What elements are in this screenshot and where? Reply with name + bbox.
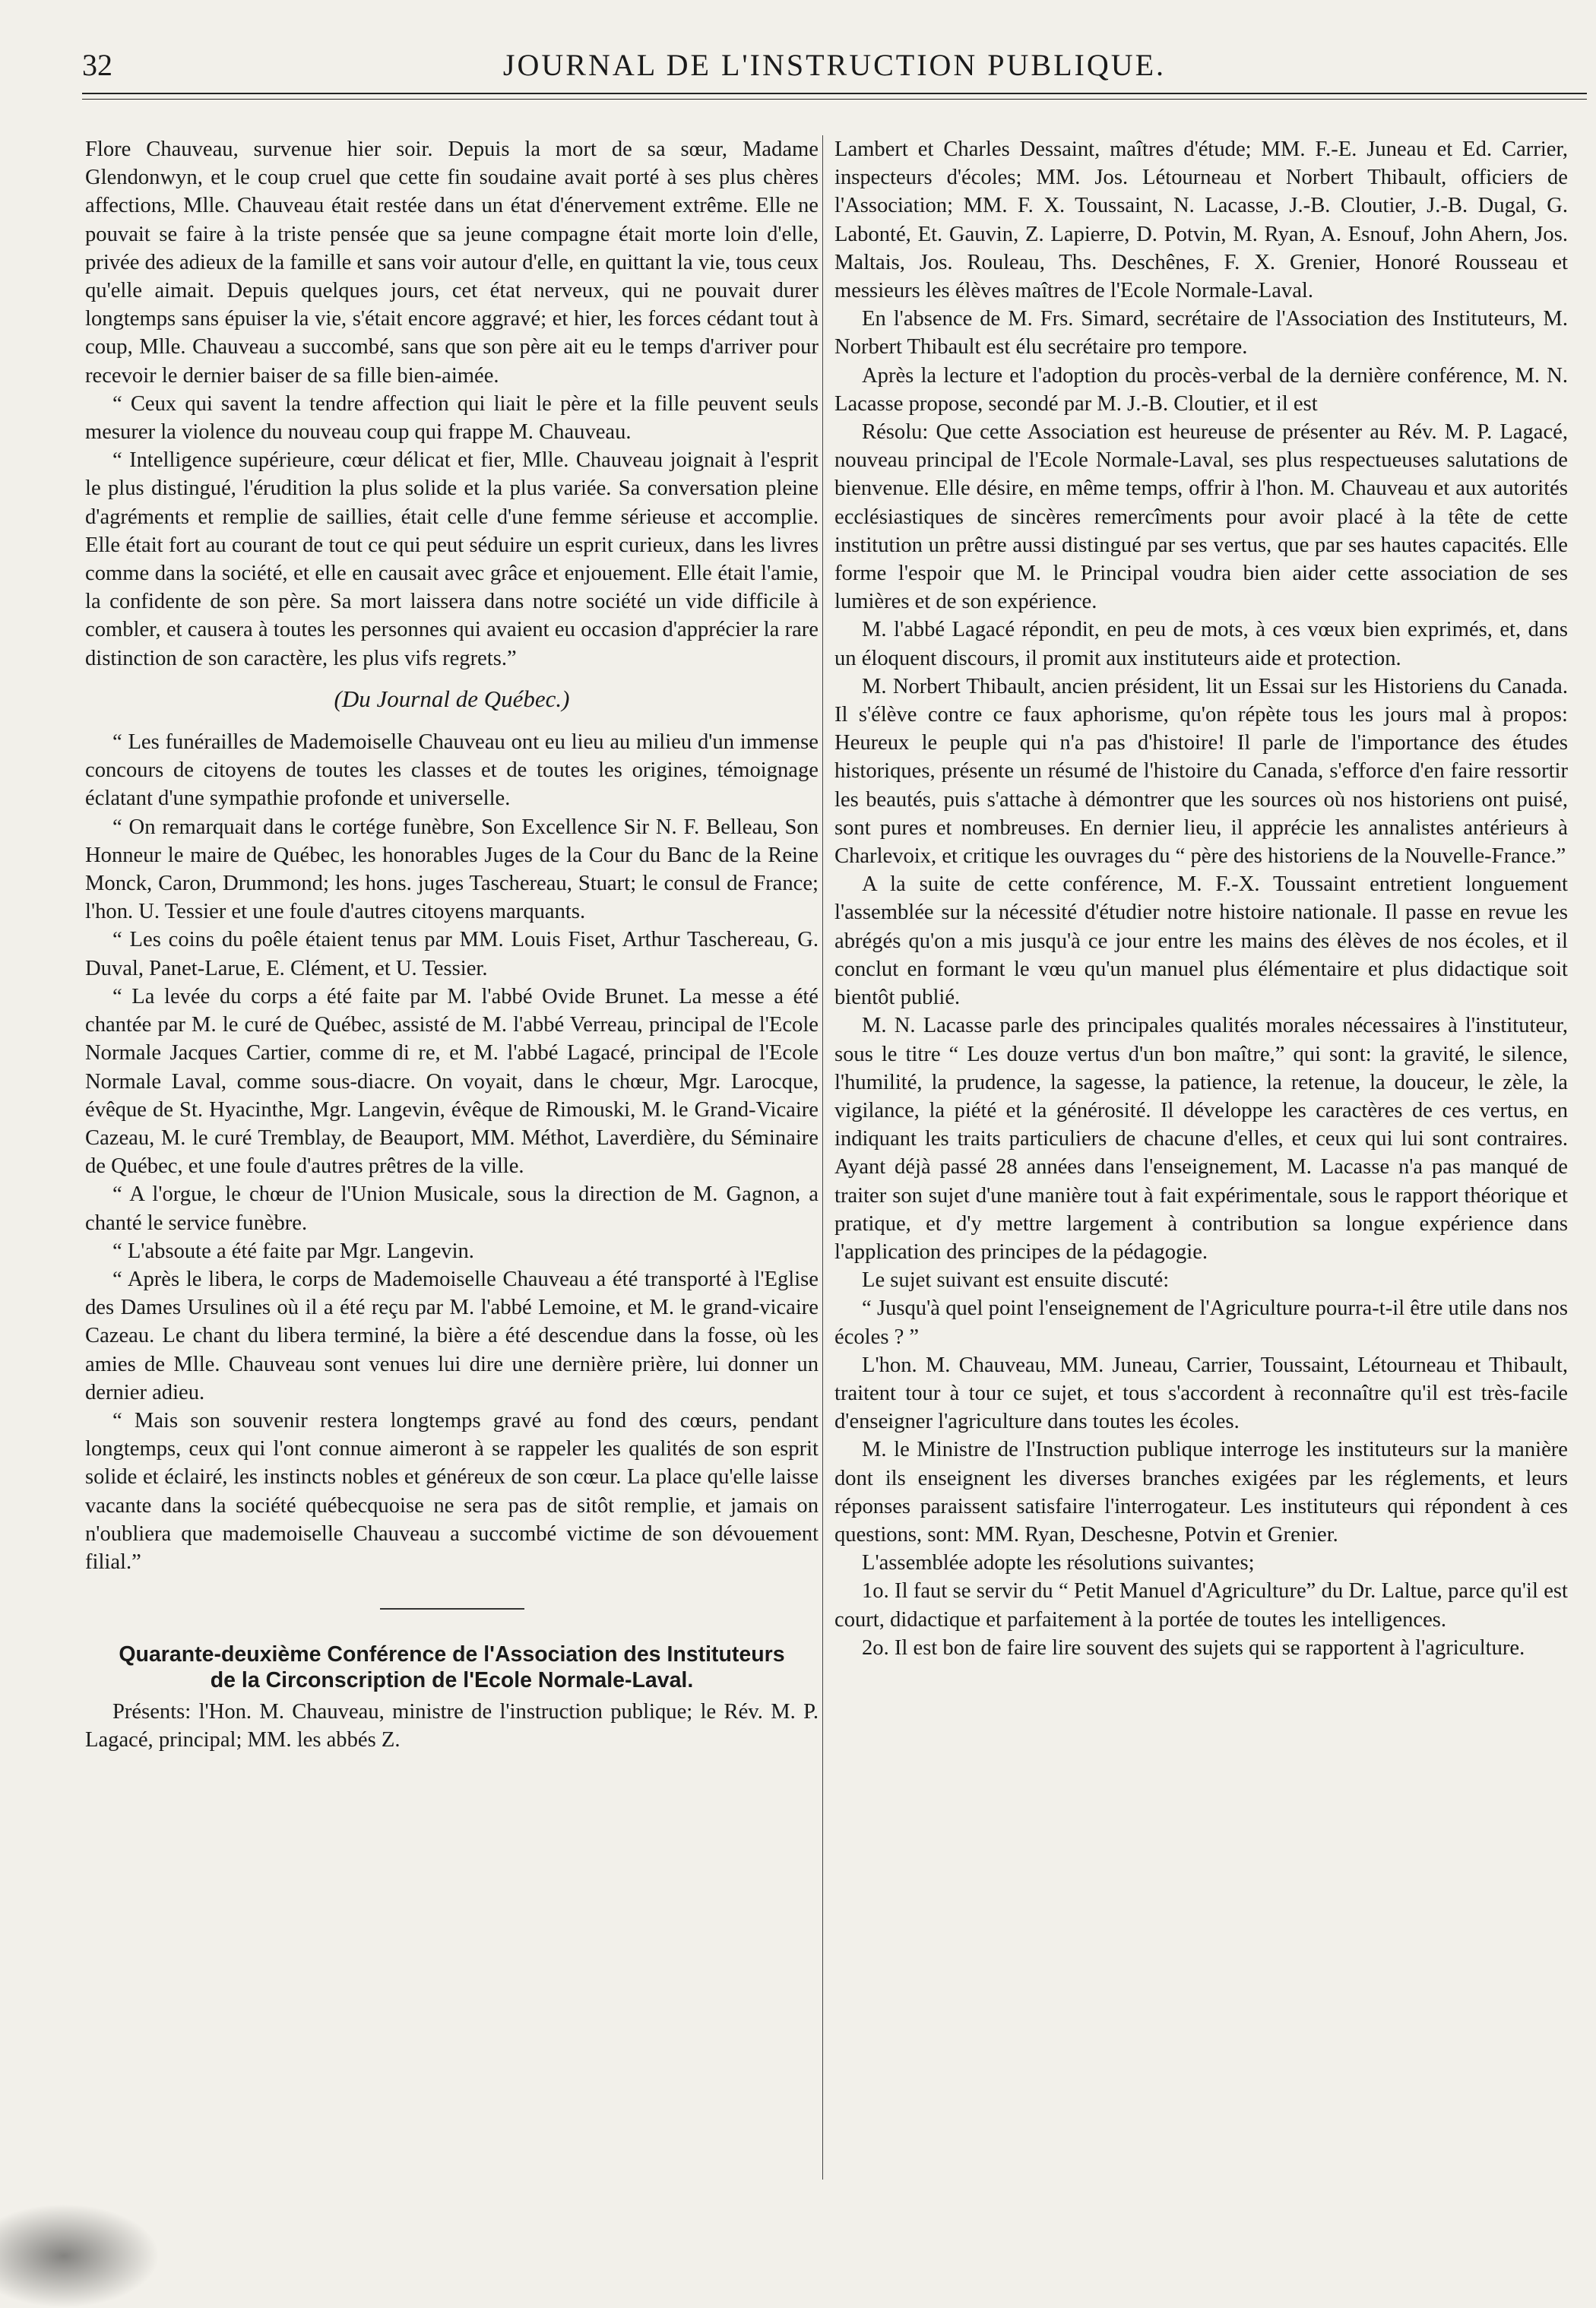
paragraph: L'hon. M. Chauveau, MM. Juneau, Carrier, Toussaint, Létourneau et Thibault, traitent tour à tour ce sujet, et tous s'accordent à reconnaître qu'il est très-facile d'enseigner l'agriculture dans toutes les écoles. xyxy=(834,1353,1568,1434)
paragraph: “ Les coins du poêle étaient tenus par MM. Louis Fiset, Arthur Taschereau, G. Duval, Panet-Larue, E. Clément, et U. Tessier. xyxy=(85,928,819,980)
ink-stain xyxy=(0,2204,160,2308)
paragraph: Lambert et Charles Dessaint, maîtres d'étude; MM. F.-E. Juneau et Ed. Carrier, inspecteurs d'écoles; MM. Jos. Létourneau et Norbert Thibault, officiers de l'Association; MM. F. X. Toussaint, N. Lacasse, J.-B. Cloutier, J.-B. Dugal, G. Labonté, Et. Gauvin, Z. Lapierre, D. Potvin, M. Ryan, A. Esnouf, John Ahern, Jos. Maltais, Jos. Rouleau, Ths. Deschênes, F. X. Grenier, Honoré Rousseau et messieurs les élèves maîtres de l'Ecole Normale-Laval. xyxy=(834,138,1568,303)
section-separator xyxy=(380,1608,524,1610)
paragraph: M. l'abbé Lagacé répondit, en peu de mots, à ces vœux bien exprimés, et, dans un éloquent discours, il promit aux instituteurs aide et protection. xyxy=(834,618,1568,670)
column-divider xyxy=(822,135,823,2180)
paragraph: “ Intelligence supérieure, cœur délicat et fier, Mlle. Chauveau joignait à l'esprit le plus distingué, l'érudition la plus solide et la plus variée. Sa conversation pleine d'agréments et remplie de saillies, était celle d'une femme sérieuse et accomplie. Elle était fort au courant de tout ce qui peut séduire un esprit curieux, dans les livres comme dans la société, et elle en causait avec grâce et enjouement. Elle était l'amie, la confidente de son père. Sa mort laissera dans notre société un vide difficile à combler, et causera à toutes les personnes qui avaient eu occasion d'apprécier la rare distinction de son caractère, les plus vifs regrets.” xyxy=(85,448,819,670)
paragraph: “ On remarquait dans le cortége funèbre, Son Excellence Sir N. F. Belleau, Son Honneur le maire de Québec, les honorables Juges de la Cour du Banc de la Reine Monck, Caron, Drummond; les hons. juges Taschereau, Stuart; le consul de France; l'hon. U. Tessier et une foule d'autres citoyens marquants. xyxy=(85,815,819,924)
page-number: 32 xyxy=(82,48,112,82)
paragraph: “ Mais son souvenir restera longtemps gravé au fond des cœurs, pendant longtemps, ceux qui l'ont connue aimeront à se rappeler les qualités de son esprit solide et éclairé, les instincts nobles et généreux de son cœur. La place qu'elle laisse vacante dans la société québecquoise ne sera pas de sitôt remplie, et jamais on n'oubliera que mademoiselle Chauveau a succombé victime de son dévouement filial.” xyxy=(85,1408,819,1574)
paragraph: M. Norbert Thibault, ancien président, lit un Essai sur les Historiens du Canada. Il s'élève contre ce faux aphorisme, qu'on répète tous les jours mal à propos: Heureux le peuple qui n'a pas d'histoire! Il parle de l'importance des études historiques, présente un résumé de l'histoire du Canada, s'efforce d'en faire ressortir les beautés, puis s'attache à démontrer que les sources où nos historiens ont puisé, sont pures et nombreuses. En dernier lieu, il apprécie les annalistes antérieurs à Charlevoix, et critique les ouvrages du “ père des historiens de la Nouvelle-France.” xyxy=(834,674,1568,869)
list-item: 1o. Il faut se servir du “ Petit Manuel d'Agriculture” du Dr. Laltue, parce qu'il est court, didactique et parfaitement à la portée de toutes les intelligences. xyxy=(834,1579,1568,1632)
paragraph: “ Ceux qui savent la tendre affection qui liait le père et la fille peuvent seuls mesurer la violence du nouveau coup qui frappe M. Chauveau. xyxy=(85,391,819,445)
paragraph: “ L'absoute a été faite par Mgr. Langevin. xyxy=(112,1239,474,1263)
paragraph: M. N. Lacasse parle des principales qualités morales nécessaires à l'instituteur, sous le titre “ Les douze vertus d'un bon maître,” qui sont: la gravité, le silence, l'humilité, la prudence, la sagesse, la patience, la retenue, la douceur, le zèle, la vigilance, la piété et la générosité. Il développe les caractères de ces vertus, en indiquant les traits particuliers de chacune d'elles, et ceux qui lui sont contraires. Ayant déjà passé 28 années dans l'enseignement, M. Lacasse n'a pas manqué de traiter son sujet d'une manière tout à fait expérimentale, sous le rapport théorique et pratique, et d'y mettre largement à contribution sa longue expérience dans l'application des principes de la pédagogie. xyxy=(834,1014,1568,1264)
paragraph: Résolu: Que cette Association est heureuse de présenter au Rév. M. P. Lagacé, nouveau principal de l'Ecole Normale-Laval, ses plus respectueuses salutations de bienvenue. Elle désire, en même temps, offrir à l'hon. M. Chauveau et aux autorités ecclésiastiques de sincères remercîments pour avoir placé à la tête de cette institution un prêtre aussi distingué par ses vertus, que par ses hautes capacités. Elle forme l'espoir que M. le Principal voudra bien aider cette association de ses lumières et de son expérience. xyxy=(834,420,1568,614)
header-rule xyxy=(82,93,1587,94)
paragraph: “ La levée du corps a été faite par M. l'abbé Ovide Brunet. La messe a été chantée par M. le curé de Québec, assisté de M. l'abbé Verreau, principal de l'Ecole Normale Jacques Cartier, comme di re, et M. l'abbé Lagacé, principal de l'Ecole Normale Laval, comme sous-diacre. On voyait, dans le chœur, Mgr. Larocque, évêque de St. Hyacinthe, Mgr. Langevin, évêque de Rimouski, M. le Grand-Vicaire Cazeau, M. le curé Tremblay, de Beauport, MM. Méthot, Laverdière, du Séminaire de Québec, et une foule d'autres prêtres de la ville. xyxy=(85,984,819,1179)
running-head: JOURNAL DE L'INSTRUCTION PUBLIQUE. xyxy=(502,48,1167,82)
header-rule-thin xyxy=(82,99,1587,100)
paragraph: L'assemblée adopte les résolutions suivantes; xyxy=(862,1551,1255,1575)
paragraph: M. le Ministre de l'Instruction publique interroge les instituteurs sur la manière dont ils enseignent les diverses branches exigées par les réglements, et leurs réponses paraissent satisfaire l'interrogateur. Les instituteurs qui répondent à ces questions, sont: MM. Ryan, Deschesne, Potvin et Grenier. xyxy=(834,1438,1568,1547)
right-column xyxy=(834,135,1568,2263)
paragraph: Le sujet suivant est ensuite discuté: xyxy=(862,1268,1170,1293)
paragraph: Présents: l'Hon. M. Chauveau, ministre de l'instruction publique; le Rév. M. P. Lagacé, principal; MM. les abbés Z. xyxy=(85,1700,819,1752)
page-header xyxy=(82,43,1587,88)
paragraph: Flore Chauveau, survenue hier soir. Depuis la mort de sa sœur, Madame Glendonwyn, et le coup cruel que cette fin soudaine avait porté à ses plus chères affections, Mlle. Chauveau était restée dans un état d'énervement extrême. Elle ne pouvait se faire à la triste pensée que sa jeune compagne était morte loin d'elle, privée des adieux de la famille et sans voir autour d'elle, en quittant la vie, tous ceux qu'elle aimait. Depuis quelques jours, cet état nerveux, qui ne pouvait durer longtemps sans épuiser la vie, s'était encore aggravé; et hier, les forces cédant tout à coup, Mlle. Chauveau a succombé, sans que son père ait eu le temps d'arriver pour recevoir le dernier baiser de sa fille bien-aimée. xyxy=(85,138,819,388)
paragraph: Après la lecture et l'adoption du procès-verbal de la dernière conférence, M. N. Lacasse propose, secondé par M. J.-B. Cloutier, et il est xyxy=(834,363,1568,416)
list-item: 2o. Il est bon de faire lire souvent des sujets qui se rapportent à l'agriculture. xyxy=(862,1635,1525,1660)
paragraph: “ A l'orgue, le chœur de l'Union Musicale, sous la direction de M. Gagnon, a chanté le service funèbre. xyxy=(85,1182,819,1235)
paragraph: “ Les funérailles de Mademoiselle Chauveau ont eu lieu au milieu d'un immense concours de citoyens de toutes les classes et de toutes les origines, témoignage éclatant d'une sympathie profonde et universelle. xyxy=(85,730,819,811)
paragraph: “ Jusqu'à quel point l'enseignement de l'Agriculture pourra-t-il être utile dans nos écoles ? ” xyxy=(834,1296,1568,1349)
paragraph: “ Après le libera, le corps de Mademoiselle Chauveau a été transporté à l'Eglise des Dames Ursulines où il a été reçu par M. l'abbé Lemoine, et M. le grand-vicaire Cazeau. Le chant du libera terminé, la bière a été descendue dans la fosse, où les amies de Mlle. Chauveau sont venues lui dire une dernière prière, lui donner un dernier adieu. xyxy=(85,1267,819,1404)
paragraph: En l'absence de M. Frs. Simard, secrétaire de l'Association des Instituteurs, M. Norbert Thibault est élu secrétaire pro tempore. xyxy=(834,307,1568,359)
source-attribution: (Du Journal de Québec.) xyxy=(334,685,570,712)
left-column xyxy=(85,135,819,2263)
paragraph: A la suite de cette conférence, M. F.-X. Toussaint entretient longuement l'assemblée sur la nécessité d'étudier notre histoire nationale. Il passe en revue les abrégés qu'on a mis jusqu'à ce jour entre les mains des élèves de nos écoles, et il conclut en formant le vœu qu'un manuel plus élémentaire et plus didactique soit bientôt publié. xyxy=(834,872,1568,1010)
section-title: Quarante-deuxième Conférence de l'Association des Instituteurs de la Circonscription de l'Ecole Normale-Laval. xyxy=(119,1642,785,1693)
